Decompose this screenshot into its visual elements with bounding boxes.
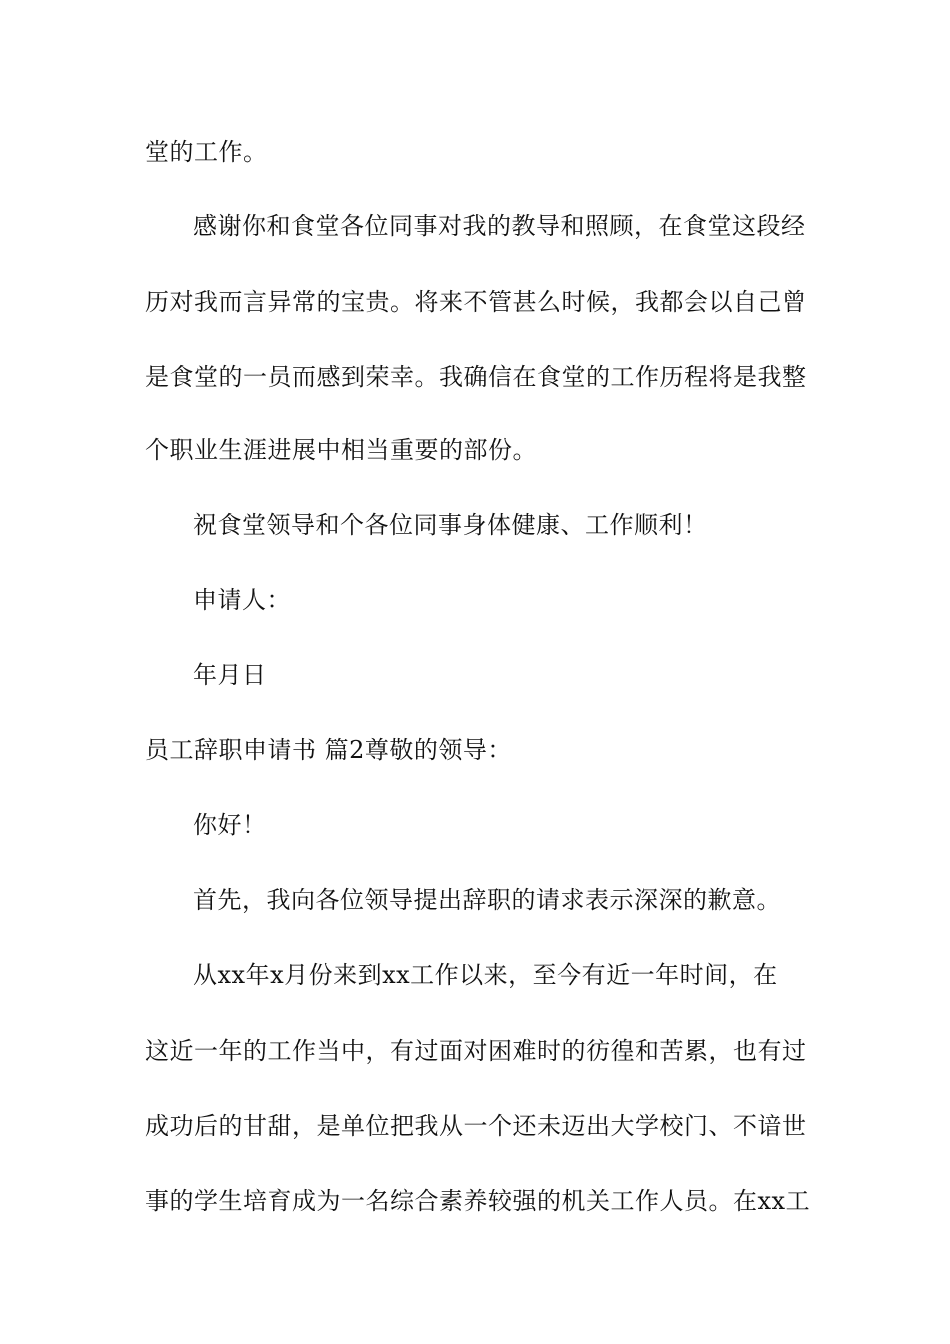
section-heading: 员工辞职申请书 篇2尊敬的领导： <box>145 736 512 764</box>
text-line-14: 成功后的甘甜，是单位把我从一个还未迈出大学校门、不谙世 <box>145 1112 807 1140</box>
text-line-4: 是食堂的一员而感到荣幸。我确信在食堂的工作历程将是我整 <box>145 363 807 391</box>
text-line-1: 堂的工作。 <box>145 138 268 166</box>
text-line-13: 这近一年的工作当中，有过面对困难时的彷徨和苦累，也有过 <box>145 1037 807 1065</box>
text-line-5: 个职业生涯进展中相当重要的部份。 <box>145 436 537 464</box>
signature-applicant: 申请人： <box>193 586 291 614</box>
text-line-11: 首先，我向各位领导提出辞职的请求表示深深的歉意。 <box>193 886 781 914</box>
signature-date: 年月日 <box>193 661 267 689</box>
text-line-12: 从xx年x月份来到xx工作以来，至今有近一年时间，在 <box>193 961 778 989</box>
text-line-2: 感谢你和食堂各位同事对我的教导和照顾，在食堂这段经 <box>193 212 806 240</box>
text-line-15: 事的学生培育成为一名综合素养较强的机关工作人员。在xx工 <box>145 1187 811 1215</box>
greeting: 你好！ <box>193 811 267 839</box>
text-line-3: 历对我而言异常的宝贵。将来不管甚么时候，我都会以自己曾 <box>145 288 807 316</box>
text-line-6: 祝食堂领导和个各位同事身体健康、工作顺利！ <box>193 511 708 539</box>
